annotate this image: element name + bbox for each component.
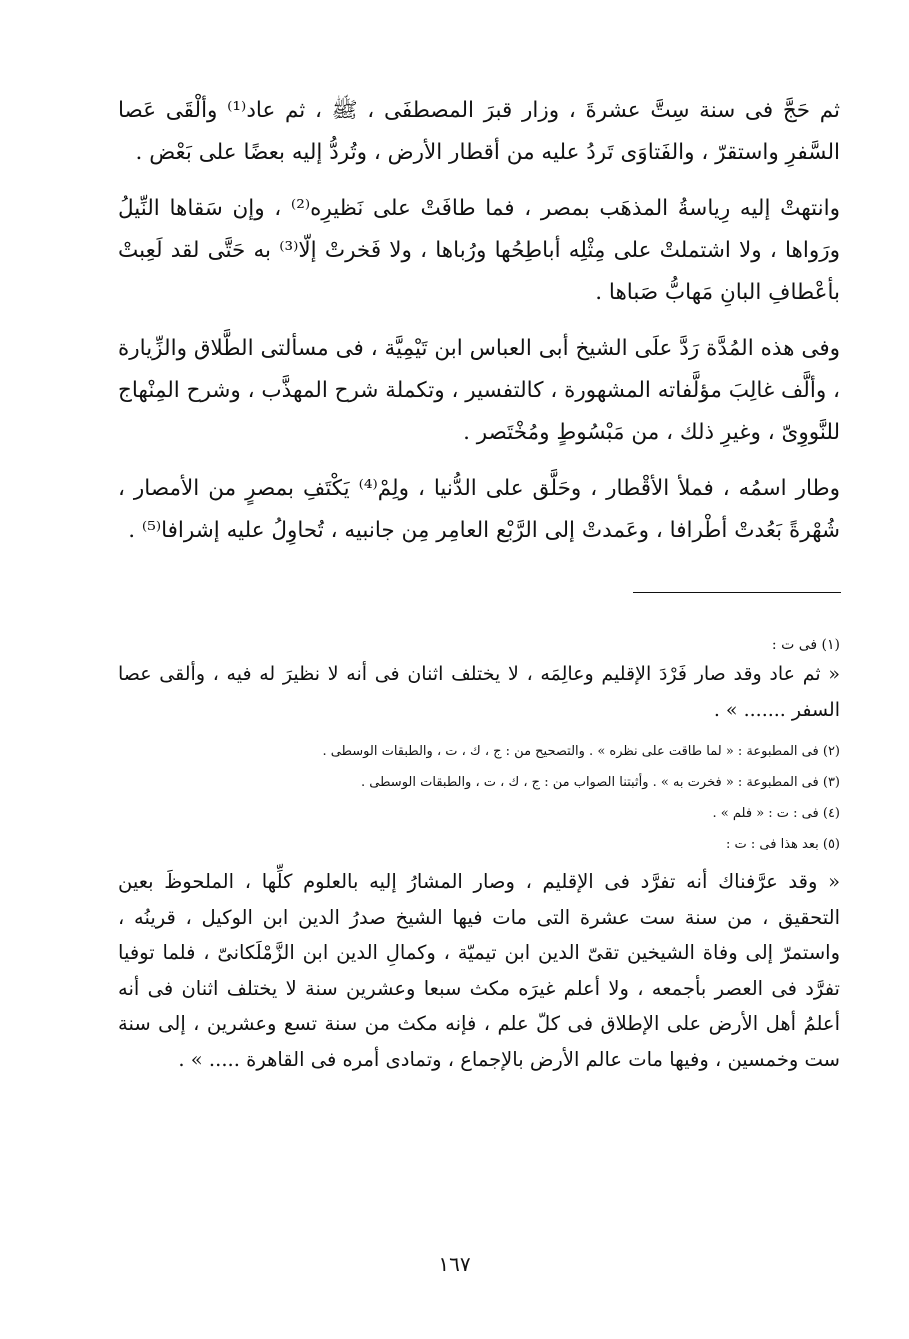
footnote-3: (٣) فى المطبوعة : « فخرت به » . وأثبتنا الصواب من : ج ، ك ، ت ، والطبقات الوسطى . — [361, 775, 840, 790]
paragraph-1: ثم حَجَّ فى سنة سِتَّ عشرةَ ، وزار قبرَ المصطفَى ، ﷺ ، ثم عاد⁽¹⁾ وألْقَى عَصا السَّفرِ واستقرّ ، والفَتاوَى تَردُ عليه من أقطار الأرض ، وتُردُّ إليه بعضًا على بَعْض . — [118, 98, 840, 165]
footnote-1-label: (١) فى ت : — [771, 637, 840, 653]
footnote-5-label: (٥) بعد هذا فى : ت : — [726, 837, 840, 852]
footnote-1-quote: « ثم عاد وقد صار فَرْدَ الإقليم وعالِمَه ، لا يختلف اثنان فى أنه لا نظيرَ له فيه ، وألقى عصا السفر ....... » . — [118, 663, 840, 721]
paragraph-2: وانتهتْ إليه رِياسةُ المذهَب بمصر ، فما طافَتْ على نَظيرِه⁽²⁾ ، وإن سَقاها النِّيلُ ورَواها ، ولا اشتملتْ على مِثْلِه أباطِحُها ورُباها ، ولا فَخرتْ إلّا⁽³⁾ به حَتَّى لقد لَعِبتْ بأعْطافِ البانِ مَهابُّ صَباها . — [118, 196, 840, 305]
paragraph-3: وفى هذه المُدَّة رَدَّ علَى الشيخ أبى العباس ابن تَيْمِيَّة ، فى مسألتى الطَّلاق والزِّيارة ، وألَّف غالِبَ مؤلَّفاته المشهورة ، كالتفسير ، وتكملة شرح المهذَّب ، وشرح المِنْهاج للنَّووِىّ ، وغيرِ ذلك ، من مَبْسُوطٍ ومُخْتَصر . — [118, 336, 840, 445]
footnote-5-quote: « وقد عرَّفناك أنه تفرَّد فى الإقليم ، وصار المشارُ إليه بالعلوم كلِّها ، الملحوظَ بعين التحقيق ، من سنة ست عشرة التى مات فيها الشيخ صدرُ الدين ابن الوكيل ، قرينُه ، واستمرّ إلى وفاة الشيخين تقىّ الدين ابن تيميّة ، وكمالِ الدين ابن الزَّمْلَكانىّ ، فلما توفيا تفرَّد فى العصر بأجمعه ، ولا أعلم غيرَه مكث سبعا وعشرين سنة لا يختلف اثنان فى أنه أعلمُ أهل الأرض على الإطلاق فى كلّ علم ، فإنه مكث من سنة تسع وعشرين ، إلى سنة ست وخمسين ، وفيها مات عالم الأرض بالإجماع ، وتمادى أمره فى القاهرة ..... » . — [118, 870, 840, 1071]
main-text — [118, 90, 840, 566]
footnote-2: (٢) فى المطبوعة : « لما طاقت على نظره » . والتصحيح من : ج ، ك ، ت ، والطبقات الوسطى . — [322, 744, 840, 759]
footnote-separator — [633, 592, 841, 593]
footnote-4: (٤) فى : ت : « فلم » . — [712, 806, 840, 821]
paragraph-4: وطار اسمُه ، فملأ الأقْطار ، وحَلَّق على الدُّنيا ، ولِمْ⁽⁴⁾ يَكْتَفِ بمصرٍ من الأمصار ، شُهْرةً بَعُدتْ أطْرافا ، وعَمدتْ إلى الرَّبْع العامِر مِن جانبيه ، تُحاوِلُ عليه إشرافا⁽⁵⁾ . — [118, 476, 840, 543]
footnotes — [118, 634, 840, 1077]
page-number: ١٦٧ — [438, 1252, 471, 1276]
